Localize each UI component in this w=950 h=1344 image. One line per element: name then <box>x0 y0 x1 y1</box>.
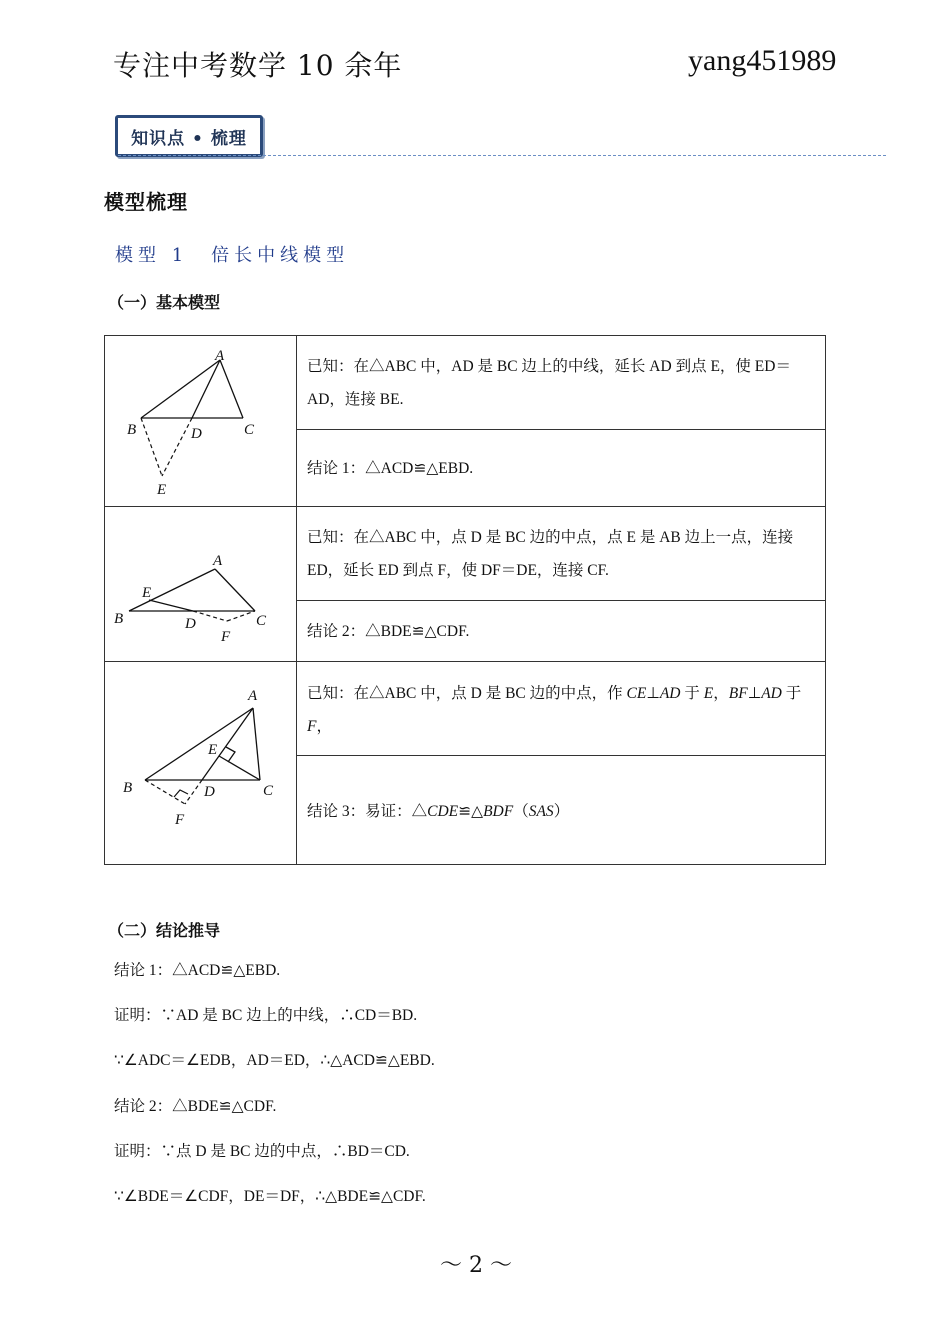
conclusion-text: 结论 3：易证：△ <box>307 802 428 820</box>
diagram-1 <box>105 336 296 502</box>
row2-given: 已知：在△ABC 中，点 D 是 BC 边的中点，点 E 是 AB 边上一点，连接 ED，延长 ED 到点 F，使 DF＝DE，连接 CF. <box>297 507 826 601</box>
label-f: F <box>221 629 231 645</box>
math-e: E <box>703 684 714 702</box>
proof-line-4: 结论 2：△BDE≌△CDF. <box>114 1098 277 1115</box>
label-e: E <box>208 742 218 758</box>
header-title: 专注中考数学 10 余年 <box>113 49 403 82</box>
label-c: C <box>244 422 255 438</box>
figure-2 <box>105 507 297 662</box>
row3-conclusion <box>297 756 826 865</box>
label-a: A <box>248 688 258 704</box>
math-ce: CE <box>626 684 647 702</box>
row2-conclusion: 结论 2：△BDE≌△CDF. <box>297 600 826 661</box>
models-table <box>104 335 826 865</box>
paren: ） <box>553 802 570 820</box>
label-c: C <box>256 613 267 629</box>
math-ad: AD <box>761 684 782 702</box>
label-d: D <box>185 616 196 632</box>
row3-given <box>297 662 826 756</box>
diagram-3 <box>105 662 296 860</box>
label-b: B <box>123 780 133 796</box>
math-cde: CDE <box>427 802 459 820</box>
page-number: ～ 2 ～ <box>440 1253 512 1278</box>
header-author: yang451989 <box>688 44 837 77</box>
given-text: ， <box>713 684 729 702</box>
proof-line-6: ∵∠BDE＝∠CDF，DE＝DF，∴△BDE≌△CDF. <box>114 1188 426 1205</box>
perp-symbol: ⊥ <box>646 684 660 702</box>
given-text: 于 <box>781 684 802 702</box>
paren: （ <box>513 802 529 820</box>
math-bf: BF <box>728 684 748 702</box>
subsection-basic-model: （一）基本模型 <box>108 293 221 312</box>
math-sas: SAS <box>528 802 554 820</box>
section-title: 模型梳理 <box>104 190 188 214</box>
math-bdf: BDF <box>483 802 514 820</box>
proof-line-1: 结论 1：△ACD≌△EBD. <box>114 962 281 979</box>
label-e: E <box>157 482 167 498</box>
label-d: D <box>191 426 202 442</box>
diagram-2 <box>105 507 296 657</box>
row1-given: 已知：在△ABC 中，AD 是 BC 边上的中线，延长 AD 到点 E，使 ED＝AD，连接 BE. <box>297 336 826 430</box>
knowledge-badge: 知识点 • 梳理 <box>115 115 263 157</box>
label-a: A <box>215 348 225 364</box>
dashed-divider <box>118 155 886 156</box>
label-a: A <box>213 553 223 569</box>
proof-line-3: ∵∠ADC＝∠EDB，AD＝ED，∴△ACD≌△EBD. <box>114 1052 435 1069</box>
math-ad: AD <box>659 684 681 702</box>
congruent-symbol: ≌△ <box>458 802 484 820</box>
figure-3 <box>105 662 297 865</box>
label-c: C <box>263 783 274 799</box>
perp-symbol: ⊥ <box>747 684 762 702</box>
row1-conclusion: 结论 1：△ACD≌△EBD. <box>297 429 826 506</box>
given-text: ， <box>316 717 332 735</box>
label-e: E <box>142 585 152 601</box>
model-title: 模型 1 倍长中线模型 <box>115 245 350 266</box>
given-text: 已知：在△ABC 中，点 D 是 BC 边的中点，作 <box>307 684 627 702</box>
proof-line-2: 证明：∵AD 是 BC 边上的中线，∴CD＝BD. <box>114 1007 418 1024</box>
proof-line-5: 证明：∵点 D 是 BC 边的中点，∴BD＝CD. <box>114 1143 410 1160</box>
subsection-derivation: （二）结论推导 <box>108 921 221 940</box>
label-b: B <box>127 422 137 438</box>
label-b: B <box>114 611 124 627</box>
label-f: F <box>175 812 185 828</box>
label-d: D <box>204 784 215 800</box>
figure-1 <box>105 336 297 507</box>
given-text: 于 <box>680 684 704 702</box>
math-f: F <box>307 717 317 735</box>
